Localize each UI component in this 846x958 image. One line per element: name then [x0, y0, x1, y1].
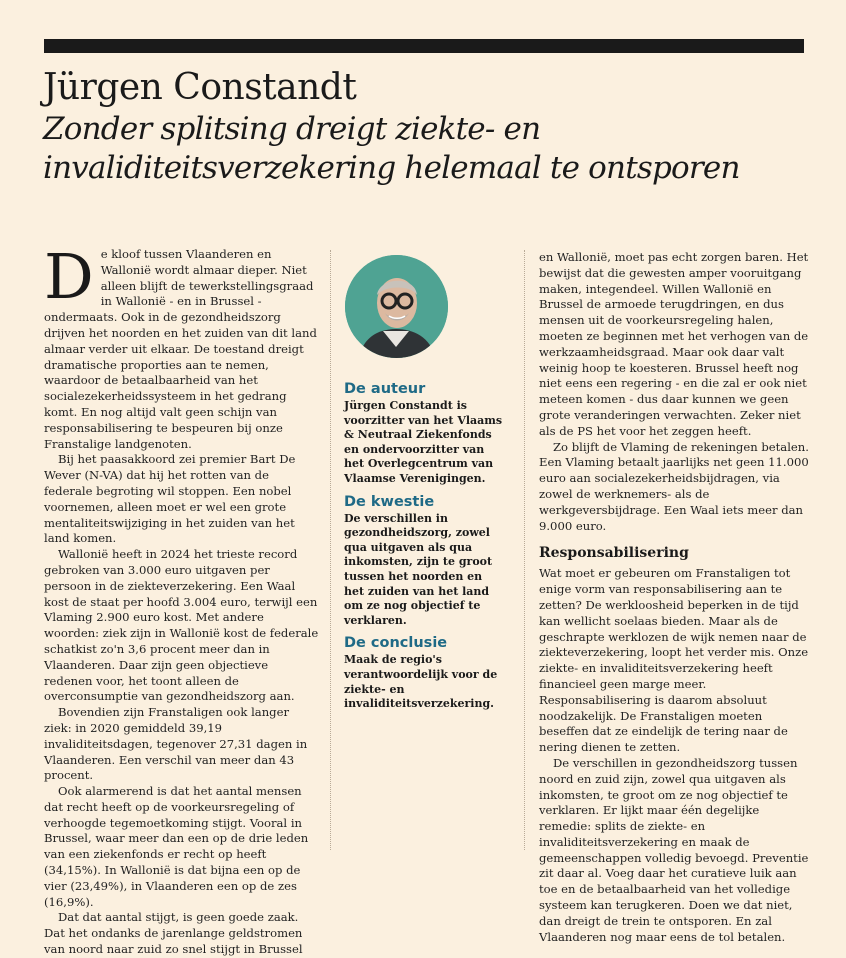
article-title-line-1: Zonder splitsing dreigt ziekte- en: [43, 111, 541, 147]
paragraph: De verschillen in gezondheidszorg tussen noord en zuid zijn, zowel qua uitgaven als inkomsten, te groot om ze nog objectief te verklaren. Er lijkt maar één degelijke remedie: splits de ziekte- en invaliditeitsverzekering en maak de gemeenschappen volledig bevoegd. Preventie zit daar al. Voeg daar het curatieve luik aan toe en de betaalbaarheid van het volledige systeem kan terugkeren. Doen we dat niet, dan dreigt de trein te ontsporen. En zal Vlaanderen nog maar eens de tol betalen.: [539, 755, 809, 944]
paragraph: Dat dat aantal stijgt, is geen goede zaak. Dat het ondanks de jarenlange geldstromen van noord naar zuid zo snel stijgt in Brussel: [44, 910, 303, 957]
sidebar-heading-kwestie: De kwestie: [344, 493, 435, 510]
paragraph-text: e kloof tussen Vlaanderen en Wallonië wordt almaar dieper. Niet alleen blijft de tewerkstellingsgraad in Wallonië - en in Brussel - ondermaats. Ook in de gezondheidszorg drijven het noorden en het zuiden van dit land almaar verder uit elkaar. De toestand dreigt dramatische proporties aan te nemen, waardoor de betaalbaarheid van het socialezekerheidssysteem in het gedrang komt. En nog altijd valt geen schijn van responsabilisering te bespeuren bij onze Franstalige landgenoten.: [44, 247, 317, 451]
paragraph: Bij het paasakkoord zei premier Bart De Wever (N-VA) dat hij het rotten van de federale begroting wil stoppen. Een nobel voornemen, alleen moet er wel een grote mentaliteitswijziging in het zuiden van het land komen.: [44, 452, 296, 546]
article-title-line-2: invaliditeitsverzekering helemaal te ontsporen: [43, 150, 740, 186]
paragraph: Bovendien zijn Franstaligen ook langer ziek: in 2020 gemiddeld 39,19 invaliditeitsdagen, tegenover 27,31 dagen in Vlaanderen. Een verschil van meer dan 43 procent.: [44, 705, 308, 783]
article-column-1: [44, 240, 320, 958]
sidebar-text-kwestie: De verschillen in gezondheidszorg, zowel qua uitgaven als qua inkomsten, zijn te groot tussen het noorden en het zuiden van het land om ze nog objectief te verklaren.: [344, 511, 493, 627]
top-rule-bar: [44, 39, 804, 53]
headline: [43, 66, 813, 188]
sidebar-text-auteur: Jürgen Constandt is voorzitter van het Vlaams & Neutraal Ziekenfonds en ondervoorzitter van het Overlegcentrum van Vlaamse Verenigingen.: [344, 399, 503, 485]
paragraph: Zo blijft de Vlaming de rekeningen betalen. Een Vlaming betaalt jaarlijks net geen 11.000 euro aan socialezekerheidsbijdragen, via zowel de werknemers- als de werkgeversbijdrage. Een Waal iets meer dan 9.000 euro.: [539, 439, 809, 533]
drop-cap: D: [44, 240, 94, 313]
sidebar-heading-auteur: De auteur: [344, 381, 426, 397]
sidebar: [344, 381, 504, 719]
paragraph: Wat moet er gebeuren om Franstaligen tot enige vorm van responsabilisering aan te zetten? De werkloosheid beperken in de tijd kan wellicht soelaas bieden. Maar als de geschrapte werklozen de wijk nemen naar de ziekteverzekering, loopt het verder mis. Onze ziekte- en invaliditeitsverzekering heeft financieel geen marge meer. Responsabilisering is daarom absoluut noodzakelijk. De Franstaligen moeten beseffen dat ze eindelijk de tering naar de nering dienen te zetten.: [539, 566, 809, 755]
paragraph: Wallonië heeft in 2024 het trieste record gebroken van 3.000 euro uitgaven per persoon in de ziekteverzekering. Een Waal kost de staat per hoofd 3.004 euro, terwijl een Vlaming 2.900 euro kost. Met andere woorden: ziek zijn in Wallonië kost de federale schatkist zo'n 3,6 procent meer dan in Vlaanderen. Daar zijn geen objectieve redenen voor, het toont alleen de overconsumptie van gezondheidszorg aan.: [44, 547, 319, 704]
column-divider: [524, 250, 526, 850]
author-portrait: [345, 255, 448, 358]
sidebar-text-conclusie: Maak de regio's verantwoordelijk voor de ziekte- en invaliditeitsverzekering.: [344, 653, 498, 711]
article-column-3: [539, 250, 814, 945]
paragraph: Ook alarmerend is dat het aantal mensen dat recht heeft op de voorkeursregeling of verhoogde tegemoetkoming stijgt. Vooral in Brussel, waar meer dan een op de drie leden van een ziekenfonds er recht op heeft (34,15%). In Wallonië is dat bijna een op de vier (23,49%), in Vlaanderen een op de zes (16,9%).: [44, 784, 309, 909]
subheading: Responsabilisering: [539, 545, 689, 562]
paragraph: [44, 240, 320, 452]
column-divider: [330, 250, 332, 850]
author-name: Jürgen Constandt: [43, 67, 357, 108]
sidebar-heading-conclusie: De conclusie: [344, 635, 448, 652]
paragraph: en Wallonië, moet pas echt zorgen baren. Het bewijst dat die gewesten amper vooruitgang maken, integendeel. Willen Wallonië en Brussel de armoede terugdringen, en dus mensen uit de voorkeursregeling halen, moeten ze beginnen met het verhogen van de werkzaamheidsgraad. Maar ook daar valt weinig hoop te koesteren. Brussel heeft nog niet eens een regering - en die zal er ook niet meteen komen - dus daar kunnen we geen grote veranderingen verwachten. Zeker niet als de PS het voor het zeggen heeft.: [539, 250, 809, 438]
